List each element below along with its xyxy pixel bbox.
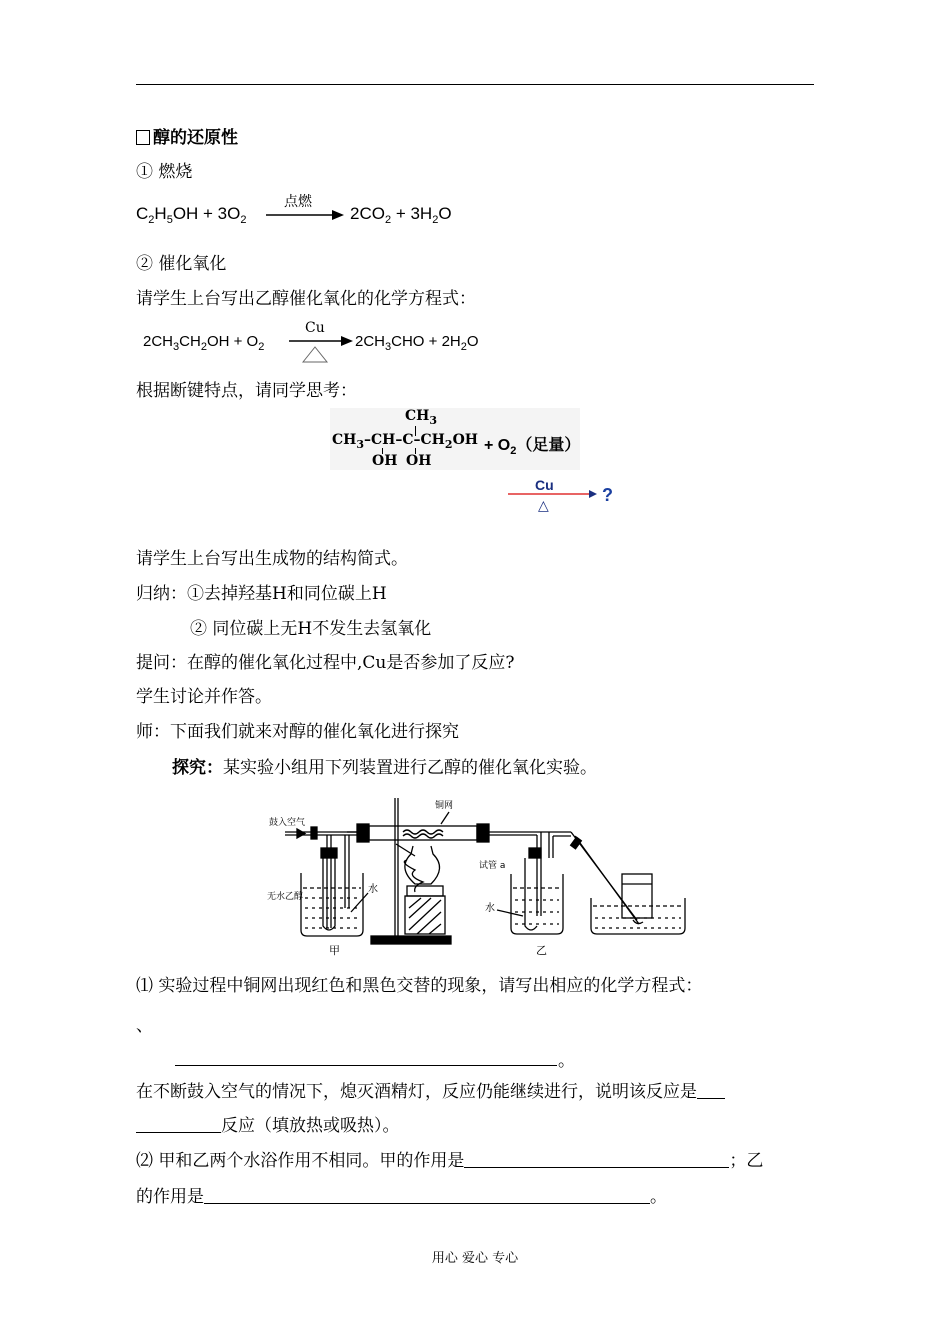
ch3-branch: $CH_3$ (405, 408, 438, 427)
q1-separator: 、 (136, 1016, 153, 1036)
label-yi: 乙 (536, 944, 547, 957)
apparatus-diagram (265, 788, 695, 960)
think-prompt: 根据断键特点，请同学思考： (136, 381, 357, 401)
catalytic-label: ② 催化氧化 (136, 254, 227, 274)
q1-blank-a[interactable] (697, 1082, 725, 1099)
main-chain: $CH_3-CH-C-CH_2OH$ (332, 432, 479, 451)
section-heading: 醇的还原性 (136, 127, 238, 149)
header-rule (136, 84, 814, 85)
catalytic-arrow (285, 318, 357, 364)
teacher-line: 师：下面我们就来对醇的催化氧化进行探究 (136, 722, 459, 742)
q1-continuation: 在不断鼓入空气的情况下，熄灭酒精灯，反应仍能继续进行，说明该反应是 (136, 1081, 725, 1103)
combustion-equation: $C_2H_5OH + 3O_2$ (136, 204, 247, 226)
catalytic-prompt: 请学生上台写出乙醇催化氧化的化学方程式： (136, 289, 476, 309)
question-mark: ? (602, 485, 613, 505)
combustion-arrow (262, 192, 348, 222)
q1-continuation-2: 反应（填放热或吸热）。 (136, 1115, 400, 1137)
label-air-in: 鼓入空气 (269, 818, 306, 828)
q2-blank-yi[interactable] (204, 1187, 650, 1204)
checkbox-icon (136, 130, 150, 145)
combustion-label: ① 燃烧 (136, 162, 193, 182)
explore-line: 探究：某实验小组用下列装置进行乙醇的催化氧化实验。 (172, 758, 597, 778)
think-catalyst: Cu (535, 477, 554, 493)
label-water-2: 水 (485, 903, 495, 914)
page-footer: 用心 爱心 专心 (431, 1251, 519, 1266)
label-copper-mesh: 铜网 (435, 801, 454, 811)
summary-line-2: ② 同位碳上无H不发生去氢氧化 (190, 619, 432, 639)
think-heat: △ (538, 498, 549, 514)
q2-blank-jia[interactable] (464, 1151, 729, 1168)
catalytic-products: $2CH_3CHO + 2H_2O$ (355, 333, 479, 353)
q1-end: 。 (558, 1051, 575, 1071)
think-arrow (505, 475, 620, 515)
plus-oxygen: + $O_2$（足量） (484, 435, 581, 457)
oh-group-2: OH (406, 453, 432, 469)
label-water-1: 水 (368, 884, 378, 895)
q1-blank-b[interactable] (136, 1116, 221, 1133)
summary-line-1: 归纳：①去掉羟基H和同位碳上H (136, 584, 387, 604)
combustion-condition: 点燃 (284, 194, 312, 210)
q1-text: ⑴ 实验过程中铜网出现红色和黑色交替的现象，请写出相应的化学方程式： (136, 976, 703, 996)
combustion-products: $2CO_2 + 3H_2O$ (350, 204, 452, 226)
q2-text: ⑵ 甲和乙两个水浴作用不相同。甲的作用是 ；乙 (136, 1151, 764, 1171)
heat-triangle-icon (303, 347, 327, 362)
label-test-tube-a: 试管 a (479, 861, 506, 871)
label-anhydrous-ethanol: 无水乙醇 (267, 892, 304, 902)
q1-answer-blank[interactable] (175, 1065, 557, 1066)
oh-group-1: OH (372, 453, 398, 469)
discussion-line: 学生讨论并作答。 (136, 687, 272, 707)
label-jia: 甲 (329, 944, 340, 957)
question-line: 提问：在醇的催化氧化过程中,Cu是否参加了反应? (136, 653, 515, 673)
write-products-line: 请学生上台写出生成物的结构简式。 (136, 549, 408, 569)
catalyst-label: Cu (305, 320, 325, 336)
q2-text-2: 的作用是 。 (136, 1187, 667, 1207)
catalytic-reactants: $2CH_3CH_2OH + O_2$ (143, 333, 265, 353)
